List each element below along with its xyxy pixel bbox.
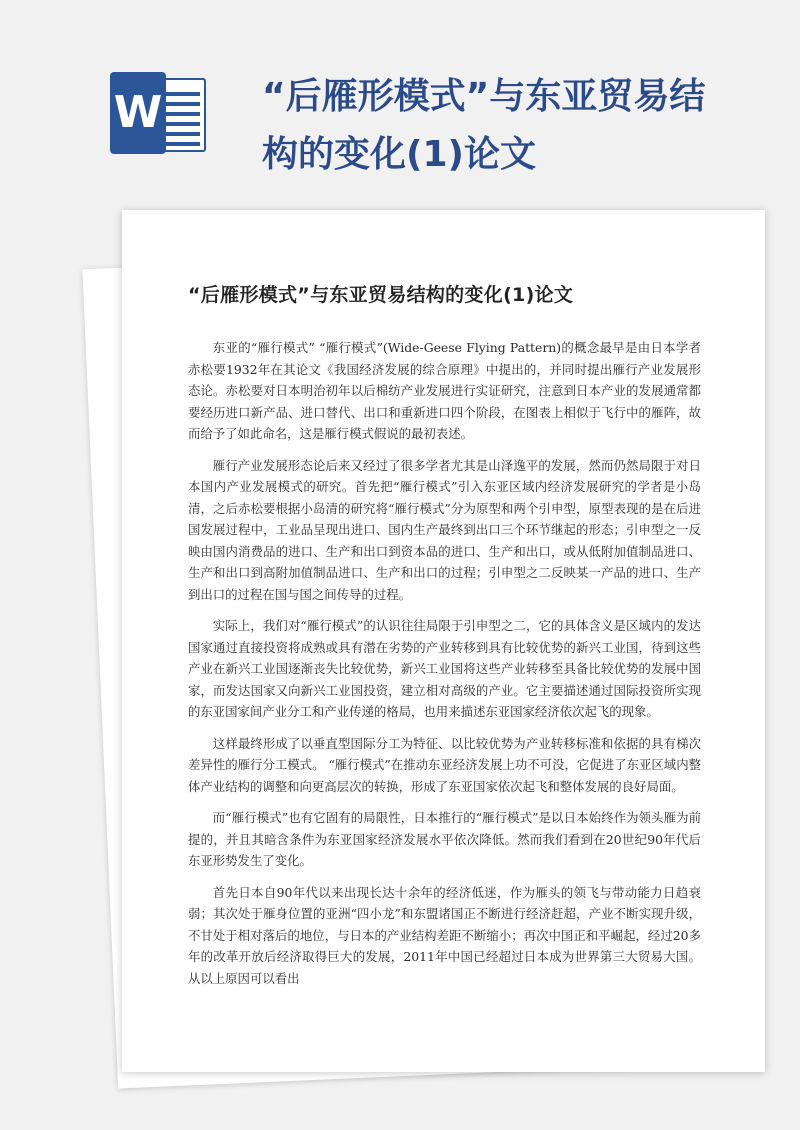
document-page [122,210,765,1072]
paragraph: 雁行产业发展形态论后来又经过了很多学者尤其是山泽逸平的发展，然而仍然局限于对日本国内产业发展模式的研究。首先把“雁行模式”引入东亚区域内经济发展研究的学者是小岛清，之后赤松要根据小岛清的研究将“雁行模式”分为原型和两个引申型，原型表现的是在后进国发展过程中，工业品呈现出进口、国内生产最终到出口三个环节继起的形态；引申型之一反映由国内消费品的进口、生产和出口到资本品的进口、生产和出口，或从低附加值制品进口、生产和出口到高附加值制品进口、生产和出口的过程；引申型之二反映某一产品的进口、生产到出口的过程在国与国之间传导的过程。 [188,457,701,602]
document-title: “后雁形模式”与东亚贸易结构的变化(1)论文 [188,284,574,306]
paragraph: 这样最终形成了以垂直型国际分工为特征、以比较优势为产业转移标准和依据的具有梯次差异性的雁行分工模式。 “雁行模式”在推动东亚经济发展上功不可没，它促进了东亚区域内整体产业结构的调整和向更高层次的转换，形成了东亚国家依次起飞和整体发展的良好局面。 [188,735,701,794]
paragraph: 而“雁行模式”也有它固有的局限性，日本推行的“雁行模式”是以日本始终作为领头雁为前提的，并且其暗含条件为东亚国家经济发展水平依次降低。然而我们看到在20世纪90年代后东亚形势发生了变化。 [188,810,701,868]
word-document-icon [110,72,210,154]
paragraph: 实际上，我们对“雁行模式”的认识往往局限于引申型之二，它的具体含义是区域内的发达国家通过直接投资将成熟或具有潜在劣势的产业转移到具有比较优势的新兴工业国，待到这些产业在新兴工业国逐渐丧失比较优势，新兴工业国将这些产业转移至具备比较优势的发展中国家，而发达国家又向新兴工业国投资，建立相对高级的产业。它主要描述通过国际投资所实现的东亚国家间产业分工和产业传递的格局，也用来描述东亚国家经济依次起飞的现象。 [188,618,701,719]
header-title: “后雁形模式”与东亚贸易结构的变化(1)论文 [262,76,706,175]
preview-header [0,0,800,210]
paragraph: 东亚的“雁行模式” “雁行模式”(Wide-Geese Flying Pattern)的概念最早是由日本学者赤松要1932年在其论文《我国经济发展的综合原理》中提出的，并同时提出雁行产业发展形态论。赤松要对日本明治初年以后棉纺产业发展进行实证研究，注意到日本产业的发展通常都要经历进口新产品、进口替代、出口和重新进口四个阶段，在图表上相似于飞行中的雁阵，故而给予了如此命名，这是雁行模式假说的最初表述。 [188,340,701,441]
word-logo-letter: W [110,72,166,154]
paragraph: 首先日本自90年代以来出现长达十余年的经济低迷，作为雁头的领飞与带动能力日趋衰弱；其次处于雁身位置的亚洲“四小龙”和东盟诸国正不断进行经济赶超，产业不断实现升级，不甘处于相对落后的地位，与日本的产业结构差距不断缩小；再次中国正和平崛起，经过20多年的改革开放后经济取得巨大的发展，2011年中国已经超过日本成为世界第三大贸易大国。从以上原因可以看出 [188,884,701,986]
